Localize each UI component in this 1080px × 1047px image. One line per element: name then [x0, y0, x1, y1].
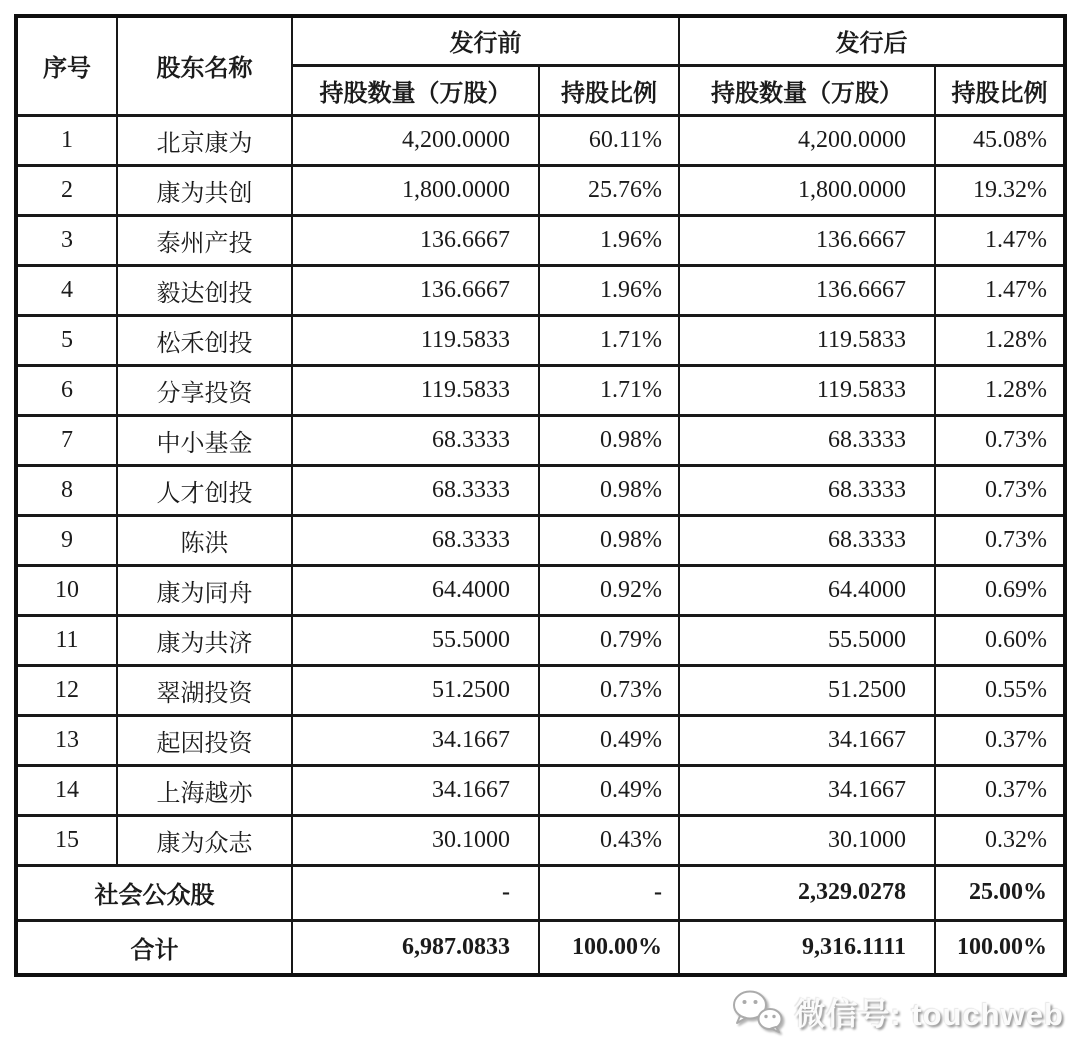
- cell-shareholder-name: 北京康为: [117, 115, 292, 165]
- cell-post-percent: 0.73%: [935, 415, 1065, 465]
- table-footer: [16, 865, 1065, 975]
- cell-post-percent: 45.08%: [935, 115, 1065, 165]
- cell-post-percent: 19.32%: [935, 165, 1065, 215]
- cell-pre-percent: 0.92%: [539, 565, 679, 615]
- cell-pre-percent: 100.00%: [539, 920, 679, 975]
- header-group-before: 发行前: [292, 16, 679, 65]
- cell-shareholder-name: 翠湖投资: [117, 665, 292, 715]
- cell-index: 3: [16, 215, 117, 265]
- cell-pre-quantity: 6,987.0833: [292, 920, 539, 975]
- cell-post-percent: 25.00%: [935, 865, 1065, 920]
- cell-post-quantity: 4,200.0000: [679, 115, 935, 165]
- cell-pre-quantity: 64.4000: [292, 565, 539, 615]
- cell-pre-percent: 25.76%: [539, 165, 679, 215]
- cell-shareholder-name: 毅达创投: [117, 265, 292, 315]
- cell-pre-percent: -: [539, 865, 679, 920]
- cell-shareholder-name: 康为众志: [117, 815, 292, 865]
- cell-pre-percent: 0.49%: [539, 715, 679, 765]
- cell-post-quantity: 136.6667: [679, 215, 935, 265]
- cell-pre-quantity: 68.3333: [292, 415, 539, 465]
- cell-shareholder-name: 中小基金: [117, 415, 292, 465]
- cell-pre-percent: 0.98%: [539, 415, 679, 465]
- public-shares-label: 社会公众股: [16, 865, 292, 920]
- cell-pre-percent: 1.71%: [539, 365, 679, 415]
- watermark-text: 微信号: touchweb: [794, 996, 1064, 1032]
- table-row: [16, 415, 1065, 465]
- cell-pre-quantity: 55.5000: [292, 615, 539, 665]
- cell-shareholder-name: 人才创投: [117, 465, 292, 515]
- cell-pre-quantity: 51.2500: [292, 665, 539, 715]
- cell-post-percent: 0.37%: [935, 715, 1065, 765]
- table-row: [16, 765, 1065, 815]
- cell-index: 5: [16, 315, 117, 365]
- cell-pre-percent: 60.11%: [539, 115, 679, 165]
- cell-index: 8: [16, 465, 117, 515]
- cell-index: 1: [16, 115, 117, 165]
- header-group-after: 发行后: [679, 16, 1065, 65]
- cell-shareholder-name: 康为共创: [117, 165, 292, 215]
- cell-shareholder-name: 分享投资: [117, 365, 292, 415]
- cell-post-quantity: 1,800.0000: [679, 165, 935, 215]
- header-post-percent: 持股比例: [935, 65, 1065, 115]
- table-row: [16, 665, 1065, 715]
- cell-pre-percent: 0.73%: [539, 665, 679, 715]
- header-pre-percent: 持股比例: [539, 65, 679, 115]
- cell-post-percent: 1.28%: [935, 315, 1065, 365]
- header-shareholder-name: 股东名称: [117, 16, 292, 115]
- cell-shareholder-name: 松禾创投: [117, 315, 292, 365]
- cell-post-percent: 1.47%: [935, 215, 1065, 265]
- cell-pre-percent: 0.43%: [539, 815, 679, 865]
- watermark: [730, 982, 1064, 1040]
- cell-post-percent: 1.47%: [935, 265, 1065, 315]
- cell-pre-percent: 0.79%: [539, 615, 679, 665]
- table-row: [16, 115, 1065, 165]
- cell-post-quantity: 55.5000: [679, 615, 935, 665]
- cell-index: 13: [16, 715, 117, 765]
- cell-shareholder-name: 康为共济: [117, 615, 292, 665]
- cell-post-quantity: 119.5833: [679, 315, 935, 365]
- cell-pre-quantity: 136.6667: [292, 265, 539, 315]
- cell-post-percent: 0.37%: [935, 765, 1065, 815]
- cell-post-quantity: 136.6667: [679, 265, 935, 315]
- cell-pre-percent: 0.98%: [539, 465, 679, 515]
- cell-post-percent: 0.73%: [935, 515, 1065, 565]
- cell-post-percent: 0.69%: [935, 565, 1065, 615]
- table-row: [16, 615, 1065, 665]
- cell-index: 4: [16, 265, 117, 315]
- table-body: [16, 115, 1065, 865]
- cell-post-quantity: 68.3333: [679, 415, 935, 465]
- table-row: [16, 815, 1065, 865]
- cell-post-percent: 100.00%: [935, 920, 1065, 975]
- cell-shareholder-name: 康为同舟: [117, 565, 292, 615]
- header-group-row: [16, 16, 1065, 65]
- cell-post-quantity: 9,316.1111: [679, 920, 935, 975]
- cell-shareholder-name: 陈洪: [117, 515, 292, 565]
- cell-pre-quantity: 34.1667: [292, 765, 539, 815]
- cell-pre-quantity: 68.3333: [292, 515, 539, 565]
- total-label: 合计: [16, 920, 292, 975]
- cell-pre-quantity: 119.5833: [292, 365, 539, 415]
- table-row: [16, 515, 1065, 565]
- cell-pre-quantity: 119.5833: [292, 315, 539, 365]
- cell-index: 14: [16, 765, 117, 815]
- cell-index: 11: [16, 615, 117, 665]
- header-pre-quantity: 持股数量（万股）: [292, 65, 539, 115]
- cell-post-quantity: 68.3333: [679, 515, 935, 565]
- cell-index: 15: [16, 815, 117, 865]
- public-shares-row: [16, 865, 1065, 920]
- table-row: [16, 365, 1065, 415]
- cell-pre-quantity: -: [292, 865, 539, 920]
- cell-pre-percent: 1.96%: [539, 265, 679, 315]
- header-index: 序号: [16, 16, 117, 115]
- cell-pre-percent: 1.96%: [539, 215, 679, 265]
- cell-pre-quantity: 136.6667: [292, 215, 539, 265]
- cell-pre-quantity: 30.1000: [292, 815, 539, 865]
- table-row: [16, 215, 1065, 265]
- header-post-quantity: 持股数量（万股）: [679, 65, 935, 115]
- table-header: [16, 16, 1065, 115]
- cell-pre-percent: 0.49%: [539, 765, 679, 815]
- cell-shareholder-name: 泰州产投: [117, 215, 292, 265]
- cell-index: 9: [16, 515, 117, 565]
- cell-post-percent: 0.73%: [935, 465, 1065, 515]
- cell-post-percent: 0.32%: [935, 815, 1065, 865]
- cell-pre-percent: 0.98%: [539, 515, 679, 565]
- cell-post-quantity: 34.1667: [679, 765, 935, 815]
- cell-pre-quantity: 68.3333: [292, 465, 539, 515]
- cell-post-quantity: 2,329.0278: [679, 865, 935, 920]
- cell-post-percent: 1.28%: [935, 365, 1065, 415]
- cell-pre-quantity: 1,800.0000: [292, 165, 539, 215]
- cell-index: 6: [16, 365, 117, 415]
- cell-post-quantity: 68.3333: [679, 465, 935, 515]
- cell-pre-quantity: 34.1667: [292, 715, 539, 765]
- cell-index: 12: [16, 665, 117, 715]
- table-row: [16, 565, 1065, 615]
- table-row: [16, 465, 1065, 515]
- cell-index: 7: [16, 415, 117, 465]
- table-row: [16, 715, 1065, 765]
- table-row: [16, 165, 1065, 215]
- cell-post-quantity: 34.1667: [679, 715, 935, 765]
- cell-pre-percent: 1.71%: [539, 315, 679, 365]
- cell-post-quantity: 51.2500: [679, 665, 935, 715]
- cell-shareholder-name: 上海越亦: [117, 765, 292, 815]
- wechat-icon: [730, 988, 784, 1034]
- table-row: [16, 315, 1065, 365]
- cell-post-quantity: 64.4000: [679, 565, 935, 615]
- cell-post-quantity: 119.5833: [679, 365, 935, 415]
- cell-index: 2: [16, 165, 117, 215]
- cell-post-percent: 0.55%: [935, 665, 1065, 715]
- cell-shareholder-name: 起因投资: [117, 715, 292, 765]
- cell-post-quantity: 30.1000: [679, 815, 935, 865]
- shareholding-table: [14, 14, 1067, 977]
- cell-post-percent: 0.60%: [935, 615, 1065, 665]
- table-row: [16, 265, 1065, 315]
- cell-pre-quantity: 4,200.0000: [292, 115, 539, 165]
- total-row: [16, 920, 1065, 975]
- cell-index: 10: [16, 565, 117, 615]
